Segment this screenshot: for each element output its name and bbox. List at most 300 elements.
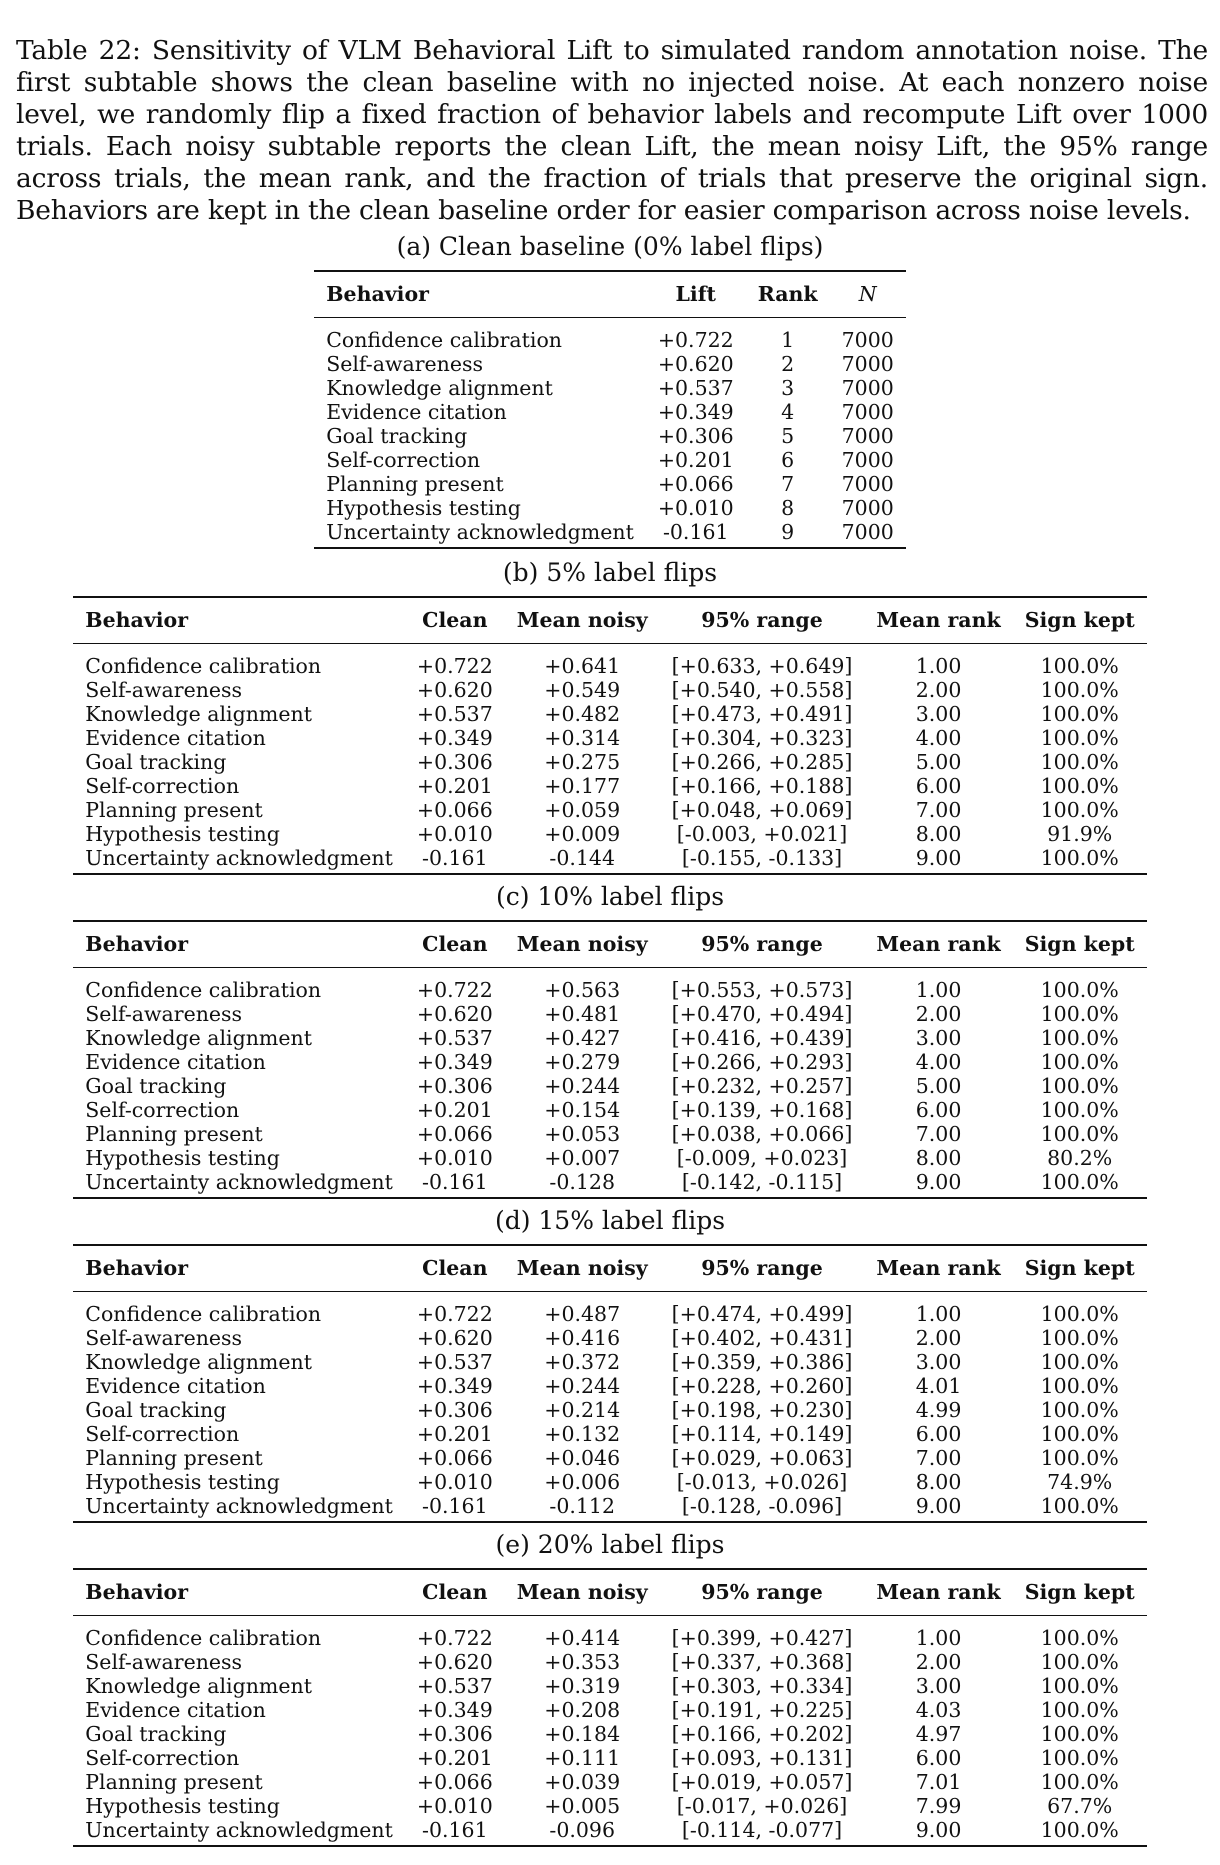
table-cell: Evidence citation bbox=[326, 400, 507, 424]
table-cell: +0.620 bbox=[416, 678, 493, 702]
table-cell: Self-awareness bbox=[85, 1650, 243, 1674]
table-cell: +0.201 bbox=[416, 1746, 493, 1770]
table-row bbox=[73, 1494, 1146, 1522]
table-cell: [+0.198, +0.230] bbox=[671, 1398, 853, 1422]
table-cell: 2.00 bbox=[915, 1326, 962, 1350]
table-cell: Goal tracking bbox=[85, 1398, 227, 1422]
table-cell: [+0.266, +0.293] bbox=[671, 1050, 853, 1074]
table-cell: [+0.473, +0.491] bbox=[671, 702, 853, 726]
table-cell: Planning present bbox=[326, 472, 504, 496]
table-row bbox=[73, 968, 1146, 1003]
table-cell: 8.00 bbox=[915, 822, 962, 846]
table-cell: +0.722 bbox=[416, 978, 493, 1002]
table-cell: -0.161 bbox=[405, 1494, 505, 1522]
table-cell: +0.275 bbox=[544, 750, 621, 774]
header-row bbox=[73, 921, 1146, 968]
table-row bbox=[73, 846, 1146, 874]
column-header: Clean bbox=[405, 1569, 505, 1616]
table-cell: +0.066 bbox=[416, 1122, 493, 1146]
table-cell: 7000 bbox=[841, 400, 894, 424]
table-cell: +0.722 bbox=[416, 654, 493, 678]
table-cell: 100.0% bbox=[1040, 1722, 1119, 1746]
header-row bbox=[314, 271, 906, 318]
noisy-table bbox=[73, 1244, 1146, 1523]
table-cell: [+0.038, +0.066] bbox=[671, 1122, 853, 1146]
table-cell: +0.722 bbox=[416, 1626, 493, 1650]
table-row bbox=[73, 822, 1146, 846]
subtable-15pct bbox=[0, 1204, 1220, 1523]
table-cell: 6.00 bbox=[915, 1746, 962, 1770]
table-cell: Knowledge alignment bbox=[326, 376, 553, 400]
table-cell: -0.161 bbox=[405, 846, 505, 874]
table-cell: 100.0% bbox=[1040, 1122, 1119, 1146]
table-row bbox=[314, 352, 906, 376]
table-cell: Confidence calibration bbox=[85, 654, 322, 678]
subtable-clean-baseline bbox=[0, 230, 1220, 549]
table-cell: +0.111 bbox=[544, 1746, 621, 1770]
table-cell: +0.066 bbox=[416, 1770, 493, 1794]
table-cell: +0.039 bbox=[544, 1770, 621, 1794]
table-cell: +0.549 bbox=[544, 678, 621, 702]
table-cell: Self-awareness bbox=[326, 352, 484, 376]
table-cell: [+0.029, +0.063] bbox=[671, 1446, 853, 1470]
column-header: 95% range bbox=[660, 597, 865, 644]
table-cell: Confidence calibration bbox=[326, 328, 562, 352]
table-cell: +0.066 bbox=[416, 1446, 493, 1470]
table-cell: +0.053 bbox=[544, 1122, 621, 1146]
subtable-title: (c) 10% label flips bbox=[495, 882, 725, 911]
table-row bbox=[73, 1146, 1146, 1170]
table-cell: +0.010 bbox=[416, 822, 493, 846]
column-header: 95% range bbox=[660, 1245, 865, 1292]
table-cell: Hypothesis testing bbox=[85, 1794, 280, 1818]
table-cell: Self-correction bbox=[85, 1422, 240, 1446]
table-cell: 3 bbox=[781, 376, 795, 400]
table-cell: 2 bbox=[781, 352, 795, 376]
table-cell: +0.208 bbox=[544, 1698, 621, 1722]
table-cell: [+0.474, +0.499] bbox=[671, 1302, 853, 1326]
table-cell: +0.306 bbox=[657, 424, 734, 448]
table-cell: +0.306 bbox=[416, 1722, 493, 1746]
baseline-table bbox=[314, 270, 906, 549]
table-cell: [+0.232, +0.257] bbox=[671, 1074, 853, 1098]
table-row bbox=[73, 1722, 1146, 1746]
table-row bbox=[314, 376, 906, 400]
table-cell: Planning present bbox=[85, 1446, 263, 1470]
table-row bbox=[73, 774, 1146, 798]
table-cell: [+0.470, +0.494] bbox=[671, 1002, 853, 1026]
table-cell: 1 bbox=[781, 328, 795, 352]
table-row bbox=[73, 1446, 1146, 1470]
table-cell: 3.00 bbox=[915, 1026, 962, 1050]
table-cell: 5.00 bbox=[915, 750, 962, 774]
table-cell: +0.319 bbox=[544, 1674, 621, 1698]
table-cell: 100.0% bbox=[1040, 1446, 1119, 1470]
table-cell: 4.99 bbox=[915, 1398, 962, 1422]
table-cell: +0.059 bbox=[544, 798, 621, 822]
subtable-10pct bbox=[0, 880, 1220, 1199]
table-cell: Uncertainty acknowledgment bbox=[73, 1170, 405, 1198]
table-cell: 9.00 bbox=[864, 1494, 1012, 1522]
column-header: 95% range bbox=[660, 1569, 865, 1616]
table-row bbox=[73, 702, 1146, 726]
table-cell: Goal tracking bbox=[85, 750, 227, 774]
table-cell: Self-correction bbox=[85, 774, 240, 798]
table-row bbox=[73, 1470, 1146, 1494]
table-cell: 9.00 bbox=[864, 846, 1012, 874]
table-cell: +0.349 bbox=[416, 1374, 493, 1398]
table-row bbox=[73, 1026, 1146, 1050]
table-cell: +0.537 bbox=[416, 1026, 493, 1050]
table-cell: 6.00 bbox=[915, 1098, 962, 1122]
table-cell: +0.537 bbox=[657, 376, 734, 400]
table-cell: 4 bbox=[781, 400, 795, 424]
table-row bbox=[73, 1050, 1146, 1074]
table-cell: +0.641 bbox=[544, 654, 621, 678]
table-cell: +0.006 bbox=[544, 1470, 621, 1494]
column-header: Behavior bbox=[73, 1245, 405, 1292]
column-header: Sign kept bbox=[1013, 597, 1147, 644]
table-row bbox=[73, 1398, 1146, 1422]
table-cell: 100.0% bbox=[1040, 1650, 1119, 1674]
table-cell: [+0.093, +0.131] bbox=[671, 1746, 853, 1770]
table-cell: +0.010 bbox=[657, 496, 734, 520]
table-cell: 4.00 bbox=[915, 1050, 962, 1074]
table-cell: [+0.019, +0.057] bbox=[671, 1770, 853, 1794]
table-cell: Self-correction bbox=[85, 1746, 240, 1770]
table-cell: 5.00 bbox=[915, 1074, 962, 1098]
table-cell: Evidence citation bbox=[85, 1374, 266, 1398]
table-caption: Table 22: Sensitivity of VLM Behavioral Lift to simulated random annotation noise. The first subtable shows the clean baseline with no injected noise. At each nonzero noise level, we randomly flip a fixed fraction of behavior labels and recompute Lift over 1000 trials. Each noisy subtable reports the clean Lift, the mean noisy Lift, the 95% range across trials, the mean rank, and the fraction of trials that preserve the original sign. Behaviors are kept in the clean baseline order for easier comparison across noise levels. bbox=[16, 34, 1208, 226]
table-cell: +0.306 bbox=[416, 1074, 493, 1098]
table-cell: 3.00 bbox=[915, 1350, 962, 1374]
column-header: Mean rank bbox=[864, 597, 1012, 644]
table-cell: +0.427 bbox=[544, 1026, 621, 1050]
column-header: Rank bbox=[746, 271, 830, 318]
subtable-20pct bbox=[0, 1528, 1220, 1847]
table-cell: +0.537 bbox=[416, 1674, 493, 1698]
table-row bbox=[73, 1170, 1146, 1198]
column-header: Sign kept bbox=[1013, 1569, 1147, 1616]
table-cell: +0.244 bbox=[544, 1074, 621, 1098]
table-row bbox=[73, 678, 1146, 702]
table-cell: [+0.633, +0.649] bbox=[671, 654, 853, 678]
table-row bbox=[73, 1770, 1146, 1794]
table-cell: 100.0% bbox=[1040, 1002, 1119, 1026]
noisy-table bbox=[73, 1568, 1146, 1847]
table-cell: +0.537 bbox=[416, 1350, 493, 1374]
table-cell: 1.00 bbox=[915, 978, 962, 1002]
table-cell: -0.144 bbox=[505, 846, 660, 874]
column-header: N bbox=[830, 271, 906, 318]
table-cell: Knowledge alignment bbox=[85, 1350, 312, 1374]
column-header: 95% range bbox=[660, 921, 865, 968]
table-cell: 91.9% bbox=[1047, 822, 1113, 846]
table-cell: 9 bbox=[746, 520, 830, 548]
table-cell: 100.0% bbox=[1040, 1746, 1119, 1770]
table-cell: +0.010 bbox=[416, 1794, 493, 1818]
column-header: Clean bbox=[405, 921, 505, 968]
table-cell: +0.349 bbox=[416, 1050, 493, 1074]
table-cell: +0.620 bbox=[416, 1326, 493, 1350]
table-cell: Self-correction bbox=[85, 1098, 240, 1122]
table-cell: 7000 bbox=[841, 424, 894, 448]
table-cell: Goal tracking bbox=[85, 1722, 227, 1746]
table-cell: +0.563 bbox=[544, 978, 621, 1002]
table-cell: [-0.003, +0.021] bbox=[676, 822, 848, 846]
column-header: Mean rank bbox=[864, 921, 1012, 968]
column-header: Behavior bbox=[73, 597, 405, 644]
table-cell: +0.349 bbox=[416, 726, 493, 750]
subtable-title: (b) 5% label flips bbox=[502, 558, 718, 587]
table-cell: +0.372 bbox=[544, 1350, 621, 1374]
table-cell: 7000 bbox=[841, 376, 894, 400]
header-row bbox=[73, 1569, 1146, 1616]
table-cell: Evidence citation bbox=[85, 726, 266, 750]
table-row bbox=[73, 1374, 1146, 1398]
table-cell: 3.00 bbox=[915, 702, 962, 726]
table-cell: [+0.553, +0.573] bbox=[671, 978, 853, 1002]
table-cell: 3.00 bbox=[915, 1674, 962, 1698]
table-cell: +0.620 bbox=[657, 352, 734, 376]
table-cell: 7.00 bbox=[915, 1122, 962, 1146]
table-row bbox=[73, 1292, 1146, 1327]
table-cell: 100.0% bbox=[1013, 1494, 1147, 1522]
table-cell: +0.201 bbox=[416, 1422, 493, 1446]
table-cell: -0.096 bbox=[505, 1818, 660, 1846]
table-cell: 7 bbox=[781, 472, 795, 496]
table-cell: 100.0% bbox=[1040, 1050, 1119, 1074]
table-cell: [+0.304, +0.323] bbox=[671, 726, 853, 750]
table-cell: +0.314 bbox=[544, 726, 621, 750]
table-cell: Hypothesis testing bbox=[85, 822, 280, 846]
table-row bbox=[314, 424, 906, 448]
table-cell: 74.9% bbox=[1047, 1470, 1113, 1494]
table-cell: [+0.416, +0.439] bbox=[671, 1026, 853, 1050]
column-header: Behavior bbox=[73, 1569, 405, 1616]
table-cell: 100.0% bbox=[1040, 1398, 1119, 1422]
table-cell: +0.177 bbox=[544, 774, 621, 798]
table-row bbox=[73, 1326, 1146, 1350]
table-cell: Knowledge alignment bbox=[85, 1674, 312, 1698]
table-row bbox=[314, 448, 906, 472]
table-cell: +0.416 bbox=[544, 1326, 621, 1350]
table-cell: 2.00 bbox=[915, 1650, 962, 1674]
table-cell: 100.0% bbox=[1040, 1698, 1119, 1722]
table-cell: +0.482 bbox=[544, 702, 621, 726]
table-cell: 5 bbox=[781, 424, 795, 448]
table-cell: [+0.540, +0.558] bbox=[671, 678, 853, 702]
table-cell: [+0.191, +0.225] bbox=[671, 1698, 853, 1722]
table-cell: 7.00 bbox=[915, 1446, 962, 1470]
table-row bbox=[73, 1074, 1146, 1098]
table-cell: +0.279 bbox=[544, 1050, 621, 1074]
subtable-title: (d) 15% label flips bbox=[494, 1206, 726, 1235]
table-cell: +0.306 bbox=[416, 750, 493, 774]
table-cell: +0.009 bbox=[544, 822, 621, 846]
table-row bbox=[314, 520, 906, 548]
table-cell: [+0.139, +0.168] bbox=[671, 1098, 853, 1122]
table-cell: 80.2% bbox=[1047, 1146, 1113, 1170]
table-cell: -0.161 bbox=[405, 1818, 505, 1846]
column-header: Behavior bbox=[314, 271, 646, 318]
table-cell: 7.00 bbox=[915, 798, 962, 822]
table-cell: +0.132 bbox=[544, 1422, 621, 1446]
table-cell: Uncertainty acknowledgment bbox=[73, 1818, 405, 1846]
column-header: Lift bbox=[646, 271, 746, 318]
table-cell: 6 bbox=[781, 448, 795, 472]
table-cell: -0.161 bbox=[646, 520, 746, 548]
header-row bbox=[73, 597, 1146, 644]
table-cell: +0.244 bbox=[544, 1374, 621, 1398]
table-cell: [+0.114, +0.149] bbox=[671, 1422, 853, 1446]
table-cell: 6.00 bbox=[915, 1422, 962, 1446]
column-header: Mean noisy bbox=[505, 597, 660, 644]
table-cell: Knowledge alignment bbox=[85, 702, 312, 726]
header-row bbox=[73, 1245, 1146, 1292]
table-row bbox=[73, 1674, 1146, 1698]
table-row bbox=[73, 1818, 1146, 1846]
table-cell: +0.214 bbox=[544, 1398, 621, 1422]
table-cell: 100.0% bbox=[1040, 1374, 1119, 1398]
table-cell: -0.161 bbox=[405, 1170, 505, 1198]
table-cell: +0.481 bbox=[544, 1002, 621, 1026]
table-cell: 100.0% bbox=[1040, 654, 1119, 678]
table-cell: 100.0% bbox=[1040, 1074, 1119, 1098]
table-cell: Planning present bbox=[85, 1122, 263, 1146]
table-cell: Hypothesis testing bbox=[85, 1470, 280, 1494]
table-cell: [-0.142, -0.115] bbox=[660, 1170, 865, 1198]
table-cell: 100.0% bbox=[1040, 750, 1119, 774]
table-cell: Self-awareness bbox=[85, 1326, 243, 1350]
table-cell: +0.184 bbox=[544, 1722, 621, 1746]
table-cell: [+0.166, +0.188] bbox=[671, 774, 853, 798]
table-cell: +0.201 bbox=[657, 448, 734, 472]
table-cell: Confidence calibration bbox=[85, 1302, 322, 1326]
table-cell: +0.487 bbox=[544, 1302, 621, 1326]
column-header: Mean noisy bbox=[505, 1569, 660, 1616]
table-cell: Knowledge alignment bbox=[85, 1026, 312, 1050]
table-cell: -0.128 bbox=[505, 1170, 660, 1198]
table-cell: 100.0% bbox=[1013, 1170, 1147, 1198]
table-row bbox=[73, 1422, 1146, 1446]
table-cell: -0.112 bbox=[505, 1494, 660, 1522]
table-cell: [+0.303, +0.334] bbox=[671, 1674, 853, 1698]
table-row bbox=[73, 1002, 1146, 1026]
table-cell: +0.201 bbox=[416, 774, 493, 798]
table-row bbox=[73, 726, 1146, 750]
table-cell: +0.306 bbox=[416, 1398, 493, 1422]
table-cell: 100.0% bbox=[1040, 1626, 1119, 1650]
table-cell: Hypothesis testing bbox=[326, 496, 521, 520]
table-cell: +0.010 bbox=[416, 1470, 493, 1494]
table-cell: Evidence citation bbox=[85, 1050, 266, 1074]
column-header: Behavior bbox=[73, 921, 405, 968]
table-cell: +0.722 bbox=[657, 328, 734, 352]
table-cell: 4.00 bbox=[915, 726, 962, 750]
table-cell: 4.97 bbox=[915, 1722, 962, 1746]
table-cell: Goal tracking bbox=[85, 1074, 227, 1098]
table-cell: 100.0% bbox=[1040, 1302, 1119, 1326]
table-cell: Goal tracking bbox=[326, 424, 468, 448]
table-cell: Self-awareness bbox=[85, 1002, 243, 1026]
table-cell: Planning present bbox=[85, 798, 263, 822]
table-cell: 7.99 bbox=[915, 1794, 962, 1818]
table-cell: [-0.009, +0.023] bbox=[676, 1146, 848, 1170]
table-row bbox=[73, 1650, 1146, 1674]
table-row bbox=[73, 1698, 1146, 1722]
table-cell: +0.722 bbox=[416, 1302, 493, 1326]
table-cell: [-0.013, +0.026] bbox=[676, 1470, 848, 1494]
subtable-title: (e) 20% label flips bbox=[495, 1530, 725, 1559]
table-cell: 1.00 bbox=[915, 1626, 962, 1650]
table-cell: Confidence calibration bbox=[85, 1626, 322, 1650]
table-cell: [-0.114, -0.077] bbox=[660, 1818, 865, 1846]
table-cell: [-0.017, +0.026] bbox=[676, 1794, 848, 1818]
table-cell: 9.00 bbox=[864, 1818, 1012, 1846]
table-cell: [+0.166, +0.202] bbox=[671, 1722, 853, 1746]
table-cell: 100.0% bbox=[1040, 1674, 1119, 1698]
table-cell: Uncertainty acknowledgment bbox=[73, 846, 405, 874]
table-row bbox=[73, 1794, 1146, 1818]
table-cell: 7000 bbox=[841, 496, 894, 520]
table-cell: +0.154 bbox=[544, 1098, 621, 1122]
table-row bbox=[314, 496, 906, 520]
table-cell: +0.066 bbox=[416, 798, 493, 822]
table-cell: [+0.228, +0.260] bbox=[671, 1374, 853, 1398]
table-cell: [+0.402, +0.431] bbox=[671, 1326, 853, 1350]
table-cell: 8.00 bbox=[915, 1146, 962, 1170]
table-cell: 7000 bbox=[841, 328, 894, 352]
table-cell: 100.0% bbox=[1040, 726, 1119, 750]
table-cell: +0.620 bbox=[416, 1650, 493, 1674]
column-header: Clean bbox=[405, 1245, 505, 1292]
table-cell: 100.0% bbox=[1040, 1326, 1119, 1350]
table-cell: 100.0% bbox=[1040, 978, 1119, 1002]
table-cell: 4.03 bbox=[915, 1698, 962, 1722]
table-row bbox=[73, 798, 1146, 822]
table-cell: +0.010 bbox=[416, 1146, 493, 1170]
table-cell: 100.0% bbox=[1013, 1818, 1147, 1846]
table-cell: +0.007 bbox=[544, 1146, 621, 1170]
table-cell: 4.01 bbox=[915, 1374, 962, 1398]
table-cell: 7.01 bbox=[915, 1770, 962, 1794]
column-header: Sign kept bbox=[1013, 1245, 1147, 1292]
noisy-table bbox=[73, 920, 1146, 1199]
column-header: Mean rank bbox=[864, 1569, 1012, 1616]
subtable-5pct bbox=[0, 556, 1220, 875]
table-row bbox=[73, 1350, 1146, 1374]
table-cell: 100.0% bbox=[1040, 702, 1119, 726]
table-cell: 100.0% bbox=[1040, 1422, 1119, 1446]
table-cell: Hypothesis testing bbox=[85, 1146, 280, 1170]
table-cell: +0.620 bbox=[416, 1002, 493, 1026]
table-cell: Self-awareness bbox=[85, 678, 243, 702]
column-header: Mean rank bbox=[864, 1245, 1012, 1292]
table-cell: 2.00 bbox=[915, 678, 962, 702]
noisy-table bbox=[73, 596, 1146, 875]
table-cell: Uncertainty acknowledgment bbox=[73, 1494, 405, 1522]
table-cell: +0.201 bbox=[416, 1098, 493, 1122]
table-cell: +0.046 bbox=[544, 1446, 621, 1470]
table-cell: +0.537 bbox=[416, 702, 493, 726]
table-cell: [+0.359, +0.386] bbox=[671, 1350, 853, 1374]
table-cell: +0.414 bbox=[544, 1626, 621, 1650]
table-cell: 7000 bbox=[841, 352, 894, 376]
table-cell: 7000 bbox=[830, 520, 906, 548]
table-cell: 100.0% bbox=[1040, 1350, 1119, 1374]
table-cell: 7000 bbox=[841, 448, 894, 472]
